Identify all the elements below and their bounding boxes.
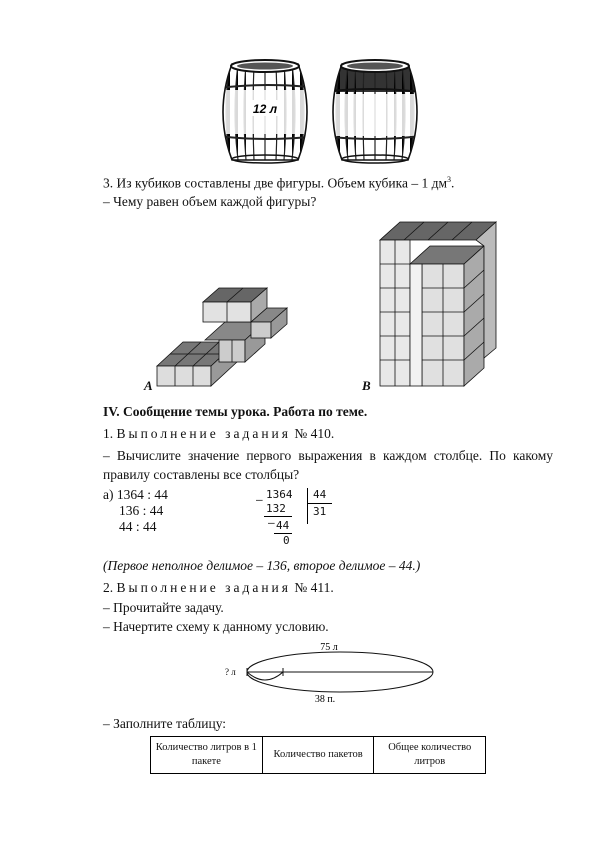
- cube-figure-b: [378, 218, 498, 390]
- task411-fill-table: – Заполните таблицу:: [103, 716, 227, 731]
- barrel-capacity-label: 12 л: [252, 102, 278, 116]
- figure-a-label: А: [144, 378, 153, 393]
- task411-title: 2. Выполнение задания № 411.: [103, 580, 334, 595]
- table-header-cell: Количество литров в 1 пакете: [151, 737, 263, 774]
- expression-2: 136 : 44: [119, 503, 164, 518]
- task410-title: 1. Выполнение задания № 410.: [103, 426, 335, 441]
- task411-draw: – Начертите схему к данному условию.: [103, 619, 329, 634]
- table-header-cell: Общее количество литров: [374, 737, 486, 774]
- scheme-left-label: ? л: [225, 667, 236, 677]
- expression-a: а) 1364 : 44: [103, 487, 168, 502]
- task411-read: – Прочитайте задачу.: [103, 600, 224, 615]
- expression-3: 44 : 44: [119, 519, 157, 534]
- data-table: [150, 736, 486, 774]
- section-heading: IV. Сообщение темы урока. Работа по теме.: [103, 404, 368, 419]
- figure-b-label: В: [362, 378, 371, 393]
- scheme-diagram: [225, 638, 440, 706]
- table-header-cell: Количество пакетов: [262, 737, 374, 774]
- task3-statement: 3. Из кубиков составлены две фигуры. Объем кубика – 1 $дм^3$.: [103, 175, 455, 191]
- task3-question: – Чему равен объем каждой фигуры?: [103, 194, 317, 209]
- barrels-illustration: [220, 58, 420, 166]
- task410-question: – Вычислите значение первого выражения в каждом столбце. По какому правилу составлены все столбцы?: [103, 448, 553, 482]
- cube-figure-a: [155, 280, 295, 390]
- task410-note: (Первое неполное делимое – 136, второе делимое – 44.): [103, 558, 421, 573]
- scheme-top-label: 75 л: [320, 642, 338, 653]
- scheme-bottom-label: 38 п.: [314, 694, 336, 705]
